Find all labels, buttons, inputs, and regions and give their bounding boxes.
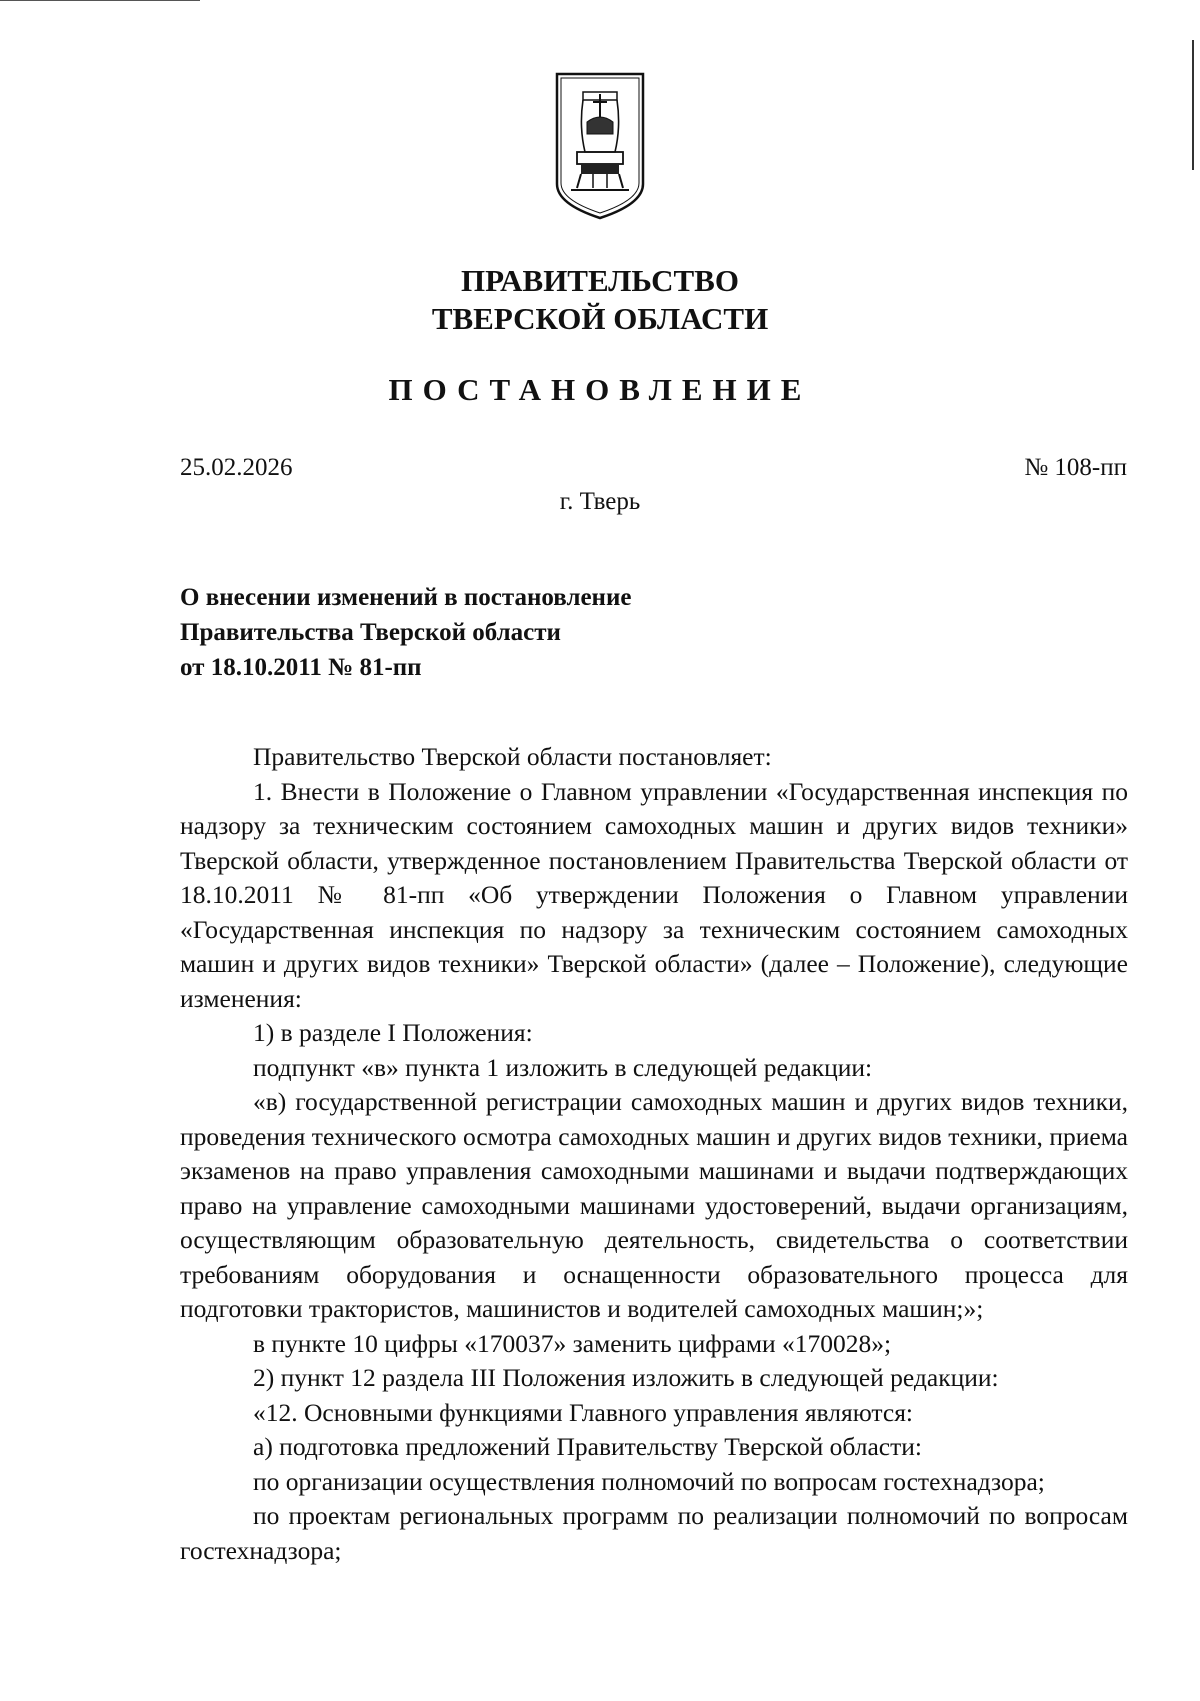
org-name-line2: ТВЕРСКОЙ ОБЛАСТИ (431, 301, 769, 336)
body-paragraph: по проектам региональных программ по реализации полномочий по вопросам гостехнадзора; (180, 1501, 1128, 1565)
document-body (180, 740, 1128, 1568)
document-number: № 108-пп (1024, 454, 1127, 481)
body-paragraph: «12. Основными функциями Главного управления являются: (253, 1397, 914, 1427)
document-city: г. Тверь (559, 488, 641, 515)
scan-artifact-edge (1192, 40, 1194, 170)
body-paragraph: «в) государственной регистрации самоходных машин и других видов техники, проведения технического осмотра самоходных машин и других видов техники, приема экзаменов на право управления самоходными машинами и выдачи подтверждающих право на управление самоходными машинами удостоверений, выдачи организациям, осуществляющим образовательную деятельность, свидетельства о соответствии требованиям оборудования и оснащенности образовательного процесса для подготовки трактористов, машинистов и водителей самоходных машин;»; (180, 1087, 1128, 1323)
body-paragraph: Правительство Тверской области постановляет: (253, 742, 772, 771)
body-paragraph: подпункт «в» пункта 1 изложить в следующей редакции: (253, 1052, 873, 1082)
body-paragraph: 1) в разделе I Положения: (253, 1018, 533, 1047)
subject-line-3: от 18.10.2011 № 81-пп (180, 654, 422, 681)
scan-artifact-line (0, 0, 200, 1)
body-paragraph: 1. Внести в Положение о Главном управлении «Государственная инспекция по надзору за техническим состоянием самоходных машин и других видов техники» Тверской области, утвержденное постановлением Правительства Тверской области от 18.10.2011 № 81-пп «Об утверждении Положения о Главном управлении «Государственная инспекция по надзору за техническим состоянием самоходных машин и других видов техники» Тверской области» (далее – Положение), следующие изменения: (180, 776, 1128, 1013)
subject-line-2: Правительства Тверской области (180, 619, 561, 646)
document-type: ПОСТАНОВЛЕНИЕ (388, 372, 812, 407)
body-paragraph: 2) пункт 12 раздела III Положения изложить в следующей редакции: (253, 1363, 999, 1392)
coat-of-arms-icon (555, 72, 645, 222)
org-name-line1: ПРАВИТЕЛЬСТВО (461, 263, 739, 298)
document-subject (180, 580, 631, 685)
body-paragraph: в пункте 10 цифры «170037» заменить цифрами «170028»; (253, 1328, 892, 1358)
document-date: 25.02.2026 (180, 454, 293, 481)
body-paragraph: а) подготовка предложений Правительству Тверской области: (253, 1432, 922, 1461)
subject-line-1: О внесении изменений в постановление (180, 584, 632, 611)
body-paragraph: по организации осуществления полномочий по вопросам гостехнадзора; (253, 1466, 1045, 1496)
